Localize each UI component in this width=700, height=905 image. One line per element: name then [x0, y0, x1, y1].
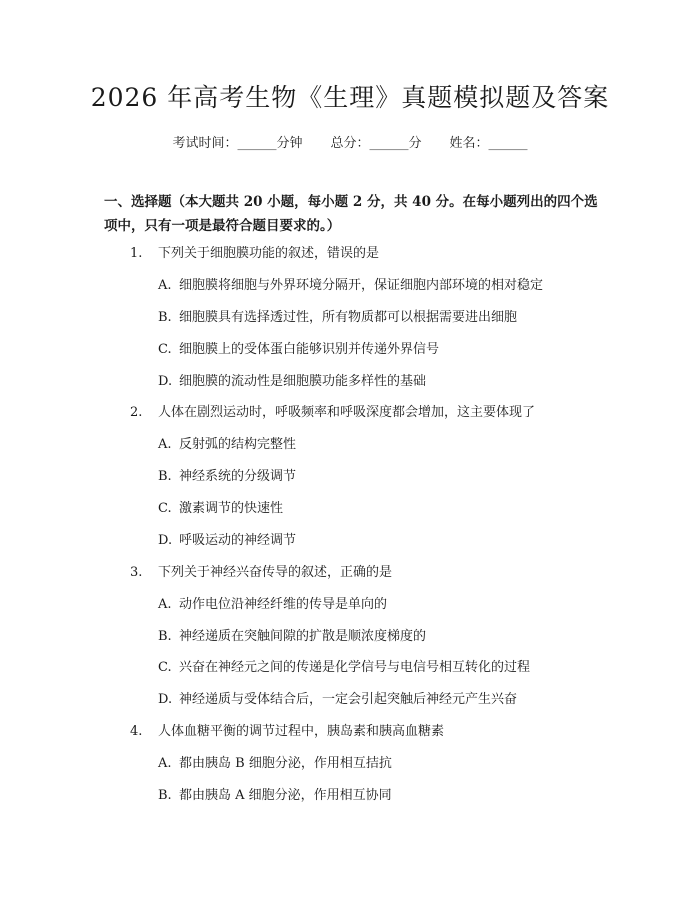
option-letter: B. [158, 788, 172, 803]
option-letter: D. [158, 374, 173, 389]
option-1d [158, 373, 426, 391]
option-text: 神经系统的分级调节 [179, 469, 297, 484]
question-stem: 人体血糖平衡的调节过程中，胰岛素和胰高血糖素 [158, 724, 445, 739]
question-stem: 下列关于神经兴奋传导的叙述，正确的是 [158, 565, 393, 580]
question-stem: 人体在剧烈运动时，呼吸频率和呼吸深度都会增加，这主要体现了 [158, 405, 536, 420]
option-2a [158, 436, 296, 454]
option-letter: C. [158, 342, 172, 357]
option-1b [158, 309, 517, 327]
exam-time-field: 考试时间：______分钟 [172, 136, 303, 151]
option-text: 都由胰岛 B 细胞分泌，作用相互拮抗 [179, 756, 392, 771]
option-text: 细胞膜具有选择透过性，所有物质都可以根据需要进出细胞 [179, 310, 518, 325]
option-letter: B. [158, 469, 172, 484]
option-3d [158, 691, 517, 709]
total-score-field: 总分：______分 [330, 136, 422, 151]
option-1a [158, 277, 543, 295]
option-1c [158, 341, 439, 359]
question-1 [130, 245, 379, 263]
option-letter: C. [158, 501, 172, 516]
option-letter: B. [158, 310, 172, 325]
option-text: 激素调节的快速性 [179, 501, 284, 516]
option-text: 细胞膜将细胞与外界环境分隔开，保证细胞内部环境的相对稳定 [179, 278, 544, 293]
option-text: 细胞膜的流动性是细胞膜功能多样性的基础 [179, 374, 427, 389]
option-3a [158, 596, 387, 614]
option-text: 呼吸运动的神经调节 [179, 533, 297, 548]
option-2d [158, 532, 296, 550]
option-letter: D. [158, 692, 173, 707]
question-4 [130, 723, 444, 741]
exam-info-bar [0, 132, 700, 151]
option-text: 兴奋在神经元之间的传递是化学信号与电信号相互转化的过程 [179, 660, 531, 675]
option-letter: D. [158, 533, 173, 548]
question-3 [130, 564, 392, 582]
option-letter: A. [158, 756, 172, 771]
option-text: 都由胰岛 A 细胞分泌，作用相互协同 [179, 788, 392, 803]
question-2 [130, 404, 535, 422]
option-letter: A. [158, 597, 172, 612]
student-name-field: 姓名：______ [449, 136, 528, 151]
option-text: 细胞膜上的受体蛋白能够识别并传递外界信号 [179, 342, 440, 357]
question-number: 1. [130, 246, 143, 261]
option-letter: B. [158, 629, 172, 644]
option-letter: C. [158, 660, 172, 675]
page-title: 2026 年高考生物《生理》真题模拟题及答案 [90, 83, 610, 112]
question-number: 2. [130, 405, 143, 420]
question-stem: 下列关于细胞膜功能的叙述，错误的是 [158, 246, 380, 261]
option-text: 动作电位沿神经纤维的传导是单向的 [179, 597, 388, 612]
option-text: 神经递质与受体结合后，一定会引起突触后神经元产生兴奋 [179, 692, 518, 707]
option-text: 反射弧的结构完整性 [179, 437, 297, 452]
option-4b [158, 787, 392, 805]
option-text: 神经递质在突触间隙的扩散是顺浓度梯度的 [179, 629, 427, 644]
option-4a [158, 755, 392, 773]
option-letter: A. [158, 437, 172, 452]
option-3b [158, 628, 426, 646]
question-number: 3. [130, 565, 143, 580]
option-letter: A. [158, 278, 172, 293]
section-heading: 一、选择题（本大题共 20 小题，每小题 2 分，共 40 分。在每小题列出的四个选项中，只有一项是最符合题目要求的。） [104, 194, 598, 234]
option-2b [158, 468, 296, 486]
option-3c [158, 659, 530, 677]
option-2c [158, 500, 283, 518]
question-number: 4. [130, 724, 143, 739]
